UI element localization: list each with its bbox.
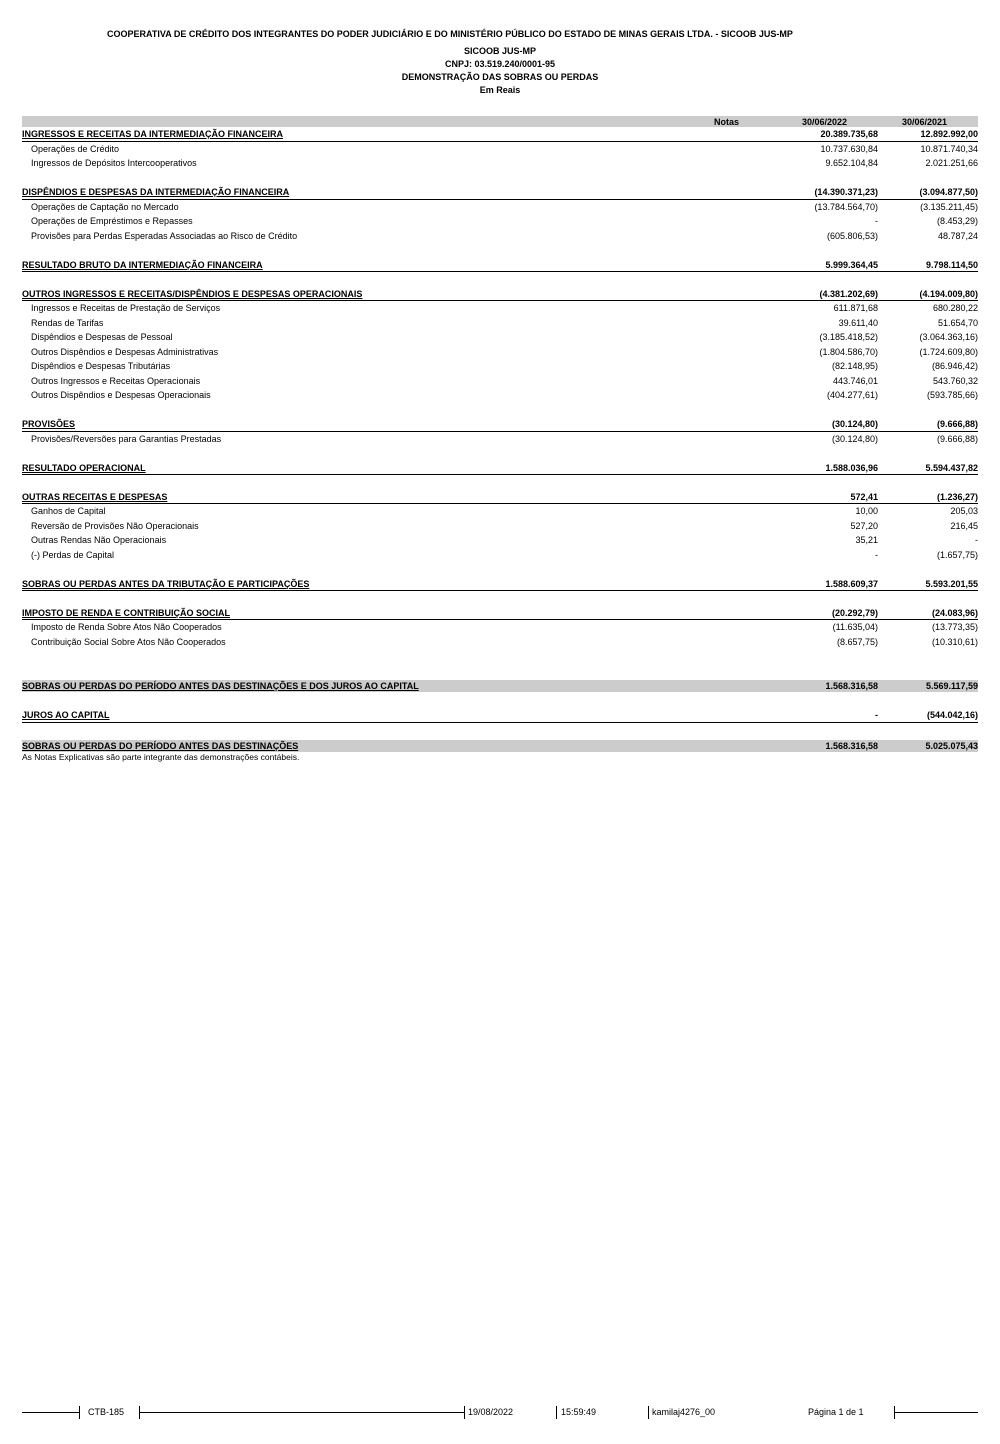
line-item-row: [22, 301, 978, 316]
value-2022: 1.568.316,58: [825, 681, 878, 691]
line-item-row: [22, 388, 978, 403]
value-2021: 216,45: [950, 520, 978, 531]
page-number: Página 1 de 1: [808, 1407, 864, 1417]
value-2022: (11.635,04): [832, 622, 878, 632]
value-2021: (4.194.009,80): [919, 288, 978, 299]
value-2022: 35,21: [855, 535, 878, 545]
result-total-row: [22, 709, 978, 724]
result-total-row: [22, 680, 978, 692]
value-2022: 527,20: [850, 520, 878, 531]
row-label: SOBRAS OU PERDAS DO PERÍODO ANTES DAS DESTINAÇÕES E DOS JUROS AO CAPITAL: [22, 681, 419, 691]
value-2022: (4.381.202,69): [819, 288, 878, 299]
row-label: INGRESSOS E RECEITAS DA INTERMEDIAÇÃO FINANCEIRA: [22, 129, 284, 139]
row-label: Outras Rendas Não Operacionais: [31, 535, 167, 545]
column-header-2021: 30/06/2021: [902, 117, 948, 127]
value-2021: (13.773,35): [931, 622, 978, 632]
row-label: Outros Dispêndios e Despesas Operacionais: [31, 390, 211, 400]
row-spacer: [22, 562, 978, 577]
value-2021: -: [975, 535, 978, 545]
value-2022: 10,00: [855, 506, 878, 516]
value-2022: -: [875, 709, 878, 720]
row-label: Provisões para Perdas Esperadas Associadas ao Risco de Crédito: [31, 230, 298, 241]
section-total-row: [22, 287, 978, 302]
value-2021: (593.785,66): [926, 390, 978, 400]
row-label: RESULTADO BRUTO DA INTERMEDIAÇÃO FINANCEIRA: [22, 259, 263, 270]
section-total-row: [22, 258, 978, 273]
user-id: kamilaj4276_00: [652, 1407, 716, 1417]
value-2021: (1.657,75): [936, 549, 978, 560]
row-spacer: [22, 272, 978, 287]
income-statement-table: [22, 116, 978, 763]
row-spacer: [22, 446, 978, 461]
print-date: 19/08/2022: [468, 1407, 514, 1417]
row-spacer: [22, 649, 978, 664]
value-2021: 5.569.117,59: [925, 681, 978, 691]
value-2021: 12.892.992,00: [920, 129, 978, 139]
value-2021: (3.094.877,50): [919, 187, 978, 197]
row-label: Ganhos de Capital: [31, 506, 106, 516]
line-item-row: [22, 519, 978, 534]
value-2022: (30.124,80): [831, 419, 878, 429]
value-2021: (9.666,88): [936, 433, 978, 444]
print-time: 15:59:49: [561, 1407, 597, 1417]
value-2021: (1.236,27): [936, 491, 978, 502]
row-spacer: [22, 692, 978, 707]
row-label: Ingressos e Receitas de Prestação de Serviços: [31, 303, 221, 313]
value-2022: -: [875, 216, 878, 226]
value-2021: 5.025.075,43: [925, 740, 978, 751]
value-2022: 572,41: [850, 491, 878, 502]
row-spacer: [22, 403, 978, 418]
value-2021: (544.042,16): [926, 709, 978, 720]
row-label: PROVISÕES: [22, 419, 76, 429]
value-2022: 443.746,01: [832, 375, 878, 386]
row-label: Operações de Empréstimos e Repasses: [31, 216, 193, 226]
row-label: Outros Ingressos e Receitas Operacionais: [31, 375, 201, 386]
value-2022: (20.292,79): [831, 607, 878, 618]
row-spacer: [22, 664, 978, 679]
row-label: SOBRAS OU PERDAS DO PERÍODO ANTES DAS DESTINAÇÕES: [22, 740, 299, 751]
value-2022: 10.737.630,84: [820, 143, 878, 154]
column-header-2022: 30/06/2022: [802, 117, 848, 127]
row-label: Reversão de Provisões Não Operacionais: [31, 520, 199, 531]
line-item-row: [22, 432, 978, 447]
value-2022: (605.806,53): [826, 230, 878, 241]
section-total-row: [22, 461, 978, 476]
currency-unit: Em Reais: [479, 85, 521, 95]
page-footer: [22, 1406, 978, 1420]
row-label: Dispêndios e Despesas Tributárias: [31, 361, 171, 371]
footnote: As Notas Explicativas são parte integrante das demonstrações contábeis.: [22, 751, 300, 762]
row-label: Outros Dispêndios e Despesas Administrativas: [31, 346, 219, 357]
line-item-row: [22, 330, 978, 345]
company-title: COOPERATIVA DE CRÉDITO DOS INTEGRANTES DO PODER JUDICIÁRIO E DO MINISTÉRIO PÚBLICO DO ESTADO DE MINAS GERAIS LTDA. - SICOOB JUS-MP: [107, 29, 793, 39]
line-item-row: [22, 504, 978, 519]
value-2022: (1.804.586,70): [819, 346, 878, 357]
line-item-row: [22, 345, 978, 360]
value-2022: 1.588.036,96: [825, 462, 878, 473]
short-name: SICOOB JUS-MP: [463, 46, 536, 56]
row-label: Dispêndios e Despesas de Pessoal: [31, 332, 173, 342]
value-2021: 51.654,70: [937, 317, 978, 328]
value-2021: 5.594.437,82: [925, 462, 978, 473]
value-2021: 10.871.740,34: [920, 143, 978, 154]
cnpj: CNPJ: 03.519.240/0001-95: [444, 59, 556, 69]
value-2022: (3.185.418,52): [819, 332, 878, 342]
value-2021: 9.798.114,50: [925, 259, 978, 270]
value-2022: 1.588.609,37: [825, 578, 878, 589]
line-item-row: [22, 359, 978, 374]
value-2022: (14.390.371,23): [814, 187, 878, 197]
value-2021: (86.946,42): [931, 361, 978, 371]
notes-column-header: Notas: [714, 117, 740, 127]
line-item-row: [22, 200, 978, 215]
value-2021: (10.310,61): [931, 636, 978, 647]
value-2021: 543.760,32: [932, 375, 978, 386]
value-2021: (8.453,29): [936, 216, 978, 226]
row-label: Operações de Crédito: [31, 143, 120, 154]
statement-rows: [22, 127, 978, 752]
value-2021: 2.021.251,66: [925, 158, 978, 168]
report-code: CTB-185: [88, 1407, 125, 1417]
row-spacer: [22, 243, 978, 258]
row-spacer: [22, 723, 978, 738]
value-2021: (9.666,88): [936, 419, 978, 429]
row-spacer: [22, 475, 978, 490]
value-2021: 205,03: [950, 506, 978, 516]
value-2022: 9.652.104,84: [825, 158, 878, 168]
row-label: Provisões/Reversões para Garantias Prestadas: [31, 433, 222, 444]
value-2022: 39.611,40: [838, 317, 878, 328]
row-label: Contribuição Social Sobre Atos Não Cooperados: [31, 636, 226, 647]
row-spacer: [22, 171, 978, 186]
line-item-row: [22, 156, 978, 171]
section-total-row: [22, 490, 978, 505]
value-2021: 48.787,24: [937, 230, 978, 241]
row-label: OUTRAS RECEITAS E DESPESAS: [22, 491, 168, 502]
value-2021: 680.280,22: [932, 303, 978, 313]
line-item-row: [22, 229, 978, 244]
line-item-row: [22, 214, 978, 229]
statement-title: DEMONSTRAÇÃO DAS SOBRAS OU PERDAS: [401, 72, 599, 82]
line-item-row: [22, 533, 978, 548]
line-item-row: [22, 620, 978, 635]
section-total-row: [22, 606, 978, 621]
value-2022: (8.657,75): [836, 636, 878, 647]
row-label: Imposto de Renda Sobre Atos Não Cooperados: [31, 622, 222, 632]
column-header-bar: [22, 116, 978, 127]
value-2021: (3.064.363,16): [919, 332, 978, 342]
value-2022: -: [875, 549, 878, 560]
row-label: OUTROS INGRESSOS E RECEITAS/DISPÊNDIOS E DESPESAS OPERACIONAIS: [22, 288, 363, 299]
row-label: Ingressos de Depósitos Intercooperativos: [31, 158, 197, 168]
value-2022: (30.124,80): [831, 433, 878, 444]
row-label: Rendas de Tarifas: [31, 317, 104, 328]
row-label: IMPOSTO DE RENDA E CONTRIBUIÇÃO SOCIAL: [22, 607, 231, 618]
value-2021: 5.593.201,55: [925, 578, 978, 589]
row-label: JUROS AO CAPITAL: [22, 709, 110, 720]
section-total-row: [22, 577, 978, 592]
line-item-row: [22, 374, 978, 389]
result-total-row: [22, 740, 978, 752]
section-total-row: [22, 185, 978, 200]
value-2022: 611.871,68: [833, 303, 878, 313]
row-label: (-) Perdas de Capital: [31, 549, 115, 560]
value-2021: (1.724.609,80): [919, 346, 978, 357]
value-2022: (13.784.564,70): [814, 201, 878, 212]
section-total-row: [22, 127, 978, 142]
row-spacer: [22, 591, 978, 606]
value-2022: 20.389.735,68: [820, 129, 878, 139]
row-label: Operações de Captação no Mercado: [31, 201, 179, 212]
line-item-row: [22, 142, 978, 157]
value-2021: (3.135.211,45): [920, 201, 978, 212]
line-item-row: [22, 548, 978, 563]
value-2021: (24.083,96): [931, 607, 978, 618]
row-label: RESULTADO OPERACIONAL: [22, 462, 146, 473]
row-label: DISPÊNDIOS E DESPESAS DA INTERMEDIAÇÃO FINANCEIRA: [22, 187, 290, 197]
line-item-row: [22, 316, 978, 331]
value-2022: (404.277,61): [826, 390, 878, 400]
value-2022: 1.568.316,58: [825, 740, 878, 751]
value-2022: 5.999.364,45: [825, 259, 878, 270]
row-label: SOBRAS OU PERDAS ANTES DA TRIBUTAÇÃO E PARTICIPAÇÕES: [22, 578, 310, 589]
line-item-row: [22, 635, 978, 650]
section-total-row: [22, 417, 978, 432]
value-2022: (82.148,95): [831, 361, 878, 371]
